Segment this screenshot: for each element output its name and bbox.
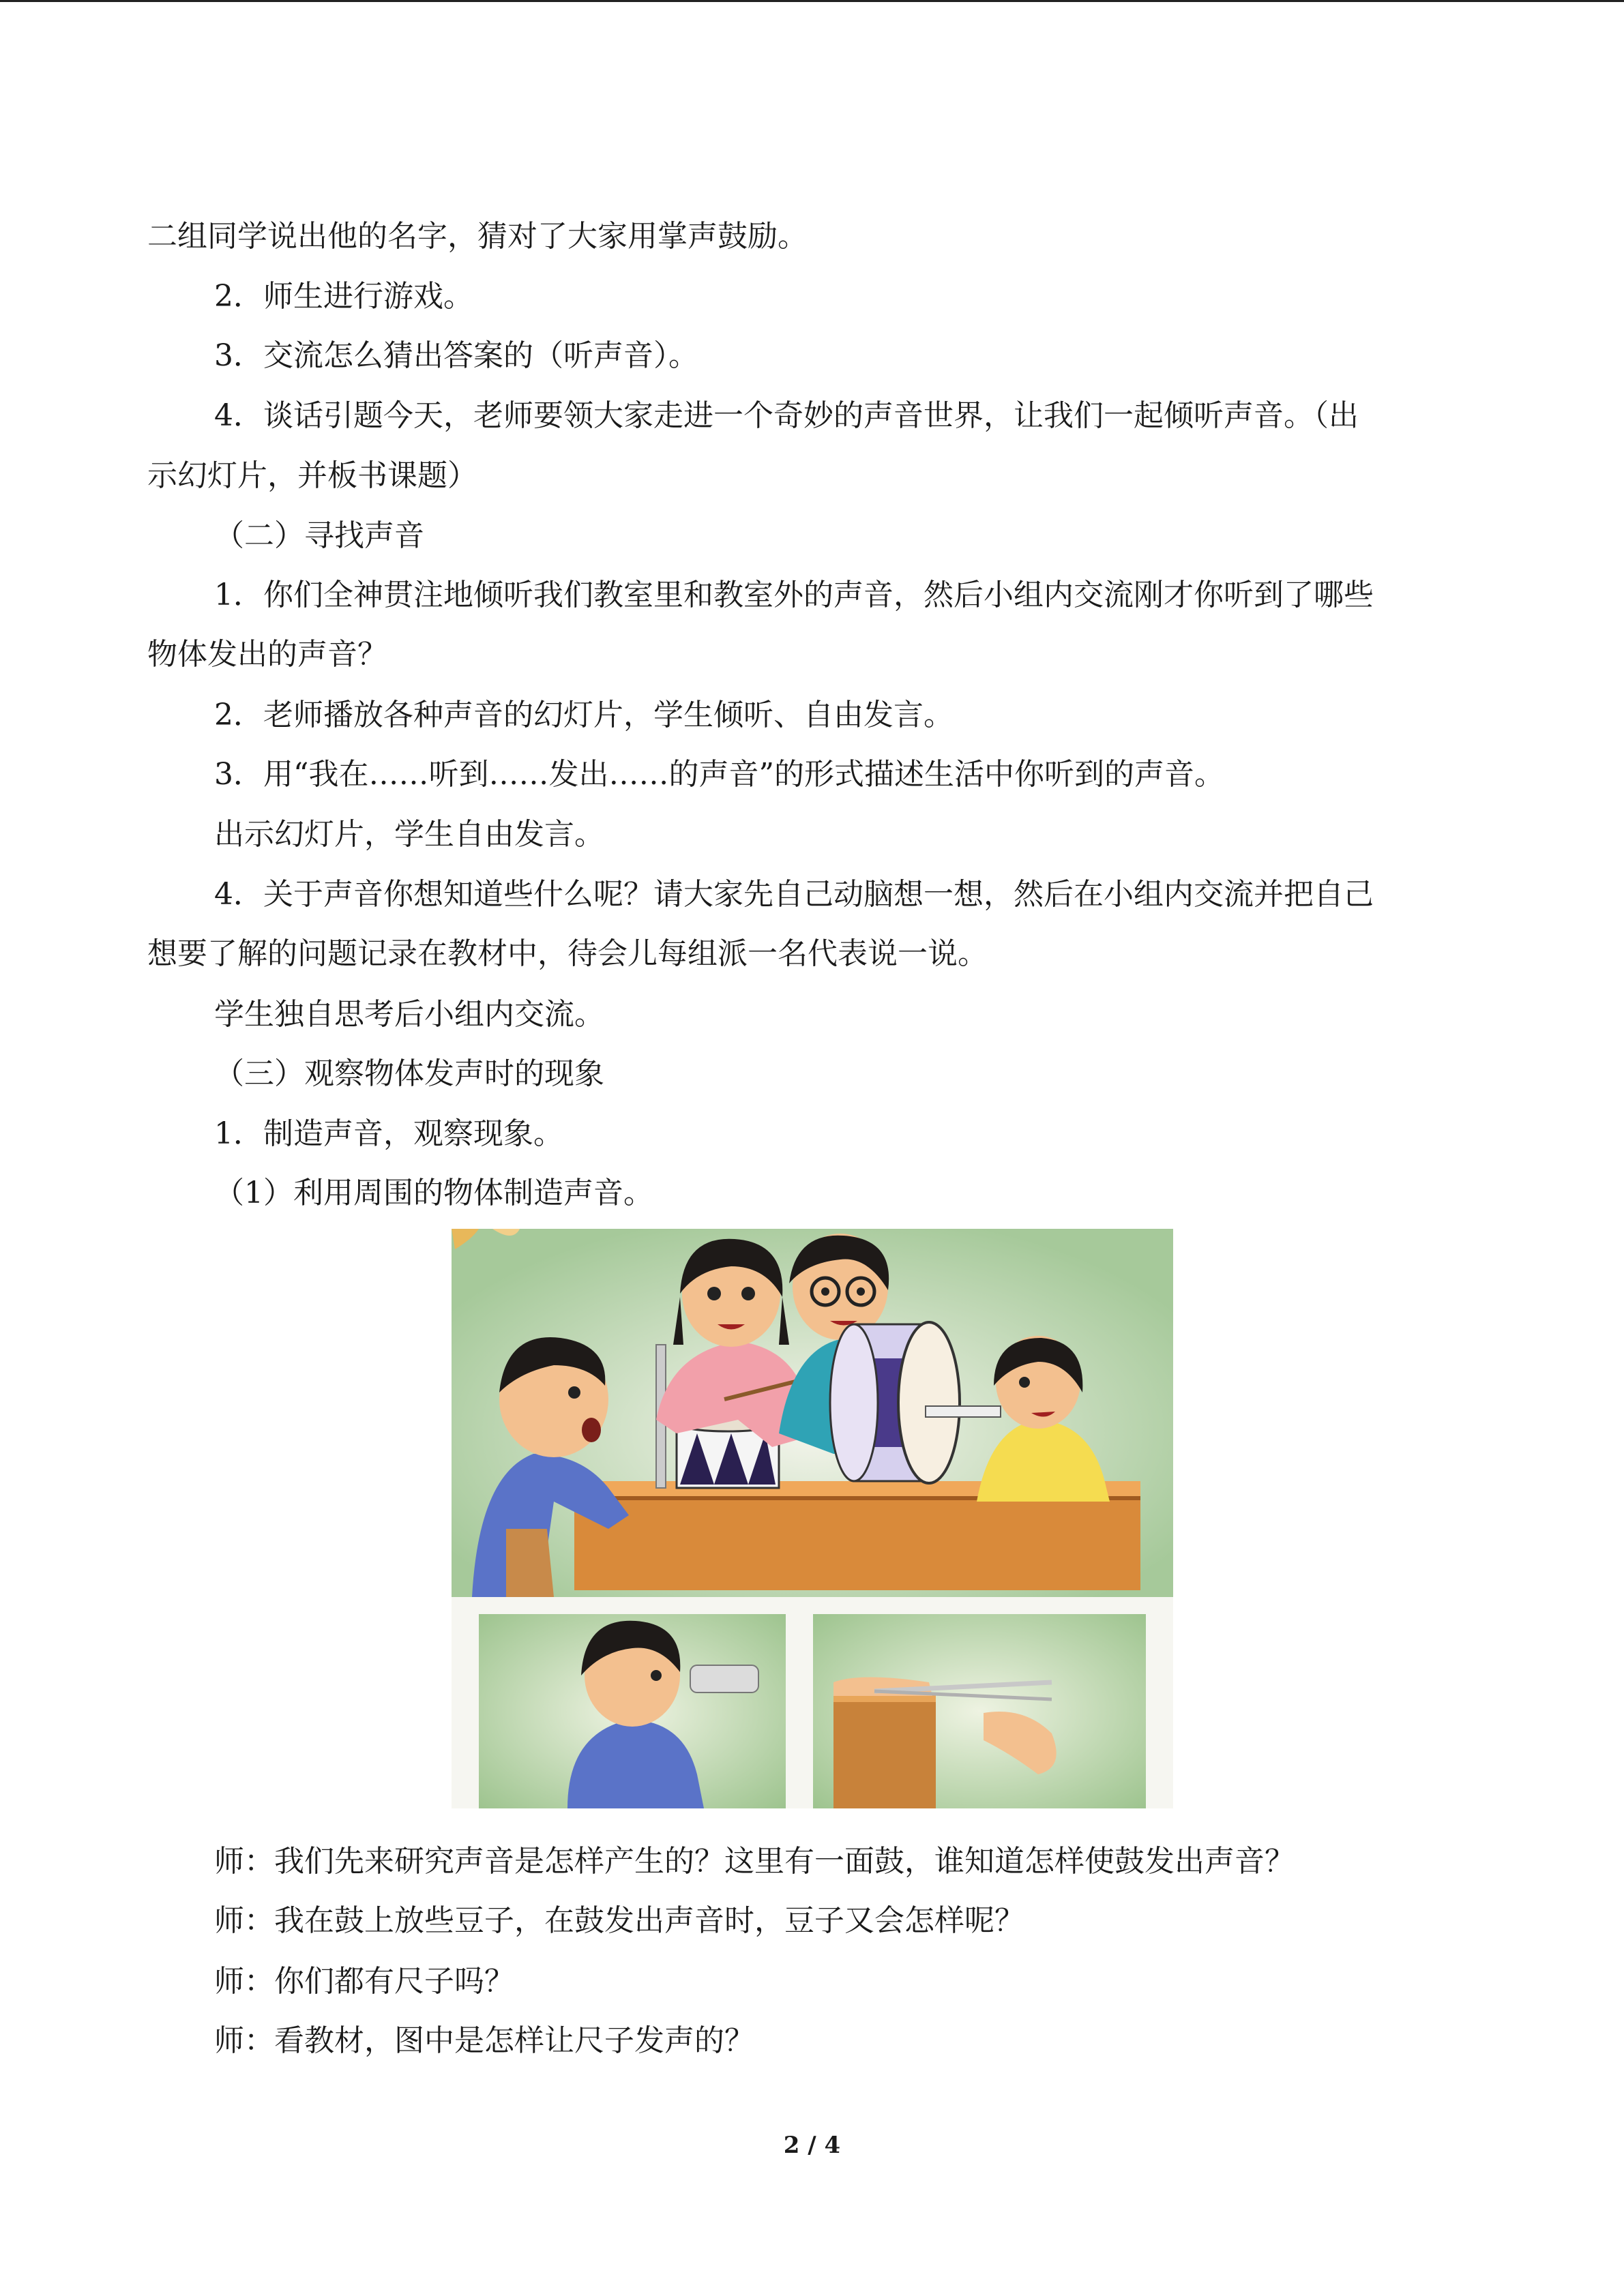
paragraph-line: 学生独自思考后小组内交流。 — [214, 997, 604, 1032]
paragraph-line: 二组同学说出他的名字，猜对了大家用掌声鼓励。 — [147, 219, 808, 254]
paragraph-line: 3．交流怎么猜出答案的（听声音）。 — [214, 338, 698, 373]
illustration-drawing — [452, 1229, 1173, 1808]
paragraph-line: 4．关于声音你想知道些什么呢？请大家先自己动脑想一想，然后在小组内交流并把自己 — [214, 877, 1374, 912]
paragraph-line: 1．你们全神贯注地倾听我们教室里和教室外的声音，然后小组内交流刚才你听到了哪些 — [214, 578, 1374, 612]
paragraph-line: 4．谈话引题今天，老师要领大家走进一个奇妙的声音世界，让我们一起倾听声音。（出 — [214, 398, 1359, 433]
section-heading: （二）寻找声音 — [214, 518, 424, 553]
paragraph-line: 物体发出的声音？ — [147, 637, 387, 672]
dialogue-line: 师：看教材，图中是怎样让尺子发声的？ — [214, 2023, 754, 2058]
dialogue-line: 师：你们都有尺子吗？ — [214, 1964, 514, 1999]
sound-making-illustration — [452, 1229, 1173, 1808]
paragraph-line: （1）利用周围的物体制造声音。 — [214, 1176, 653, 1210]
paragraph-line: 1．制造声音，观察现象。 — [214, 1116, 563, 1151]
paragraph-line: 2．师生进行游戏。 — [214, 279, 473, 314]
paragraph-line: 示幻灯片，并板书课题） — [147, 458, 477, 493]
top-rule — [0, 0, 1624, 2]
section-heading: （三）观察物体发声时的现象 — [214, 1056, 604, 1091]
dialogue-line: 师：我在鼓上放些豆子，在鼓发出声音时，豆子又会怎样呢？ — [214, 1903, 1024, 1938]
page-number: 2 / 4 — [783, 2132, 841, 2159]
paragraph-line: 2．老师播放各种声音的幻灯片，学生倾听、自由发言。 — [214, 698, 954, 732]
paragraph-line: 出示幻灯片，学生自由发言。 — [214, 817, 604, 852]
paragraph-line: 3．用“我在……听到……发出……的声音”的形式描述生活中你听到的声音。 — [214, 757, 1224, 792]
dialogue-line: 师：我们先来研究声音是怎样产生的？这里有一面鼓，谁知道怎样使鼓发出声音？ — [214, 1844, 1295, 1879]
paragraph-line: 想要了解的问题记录在教材中，待会儿每组派一名代表说一说。 — [147, 936, 988, 971]
